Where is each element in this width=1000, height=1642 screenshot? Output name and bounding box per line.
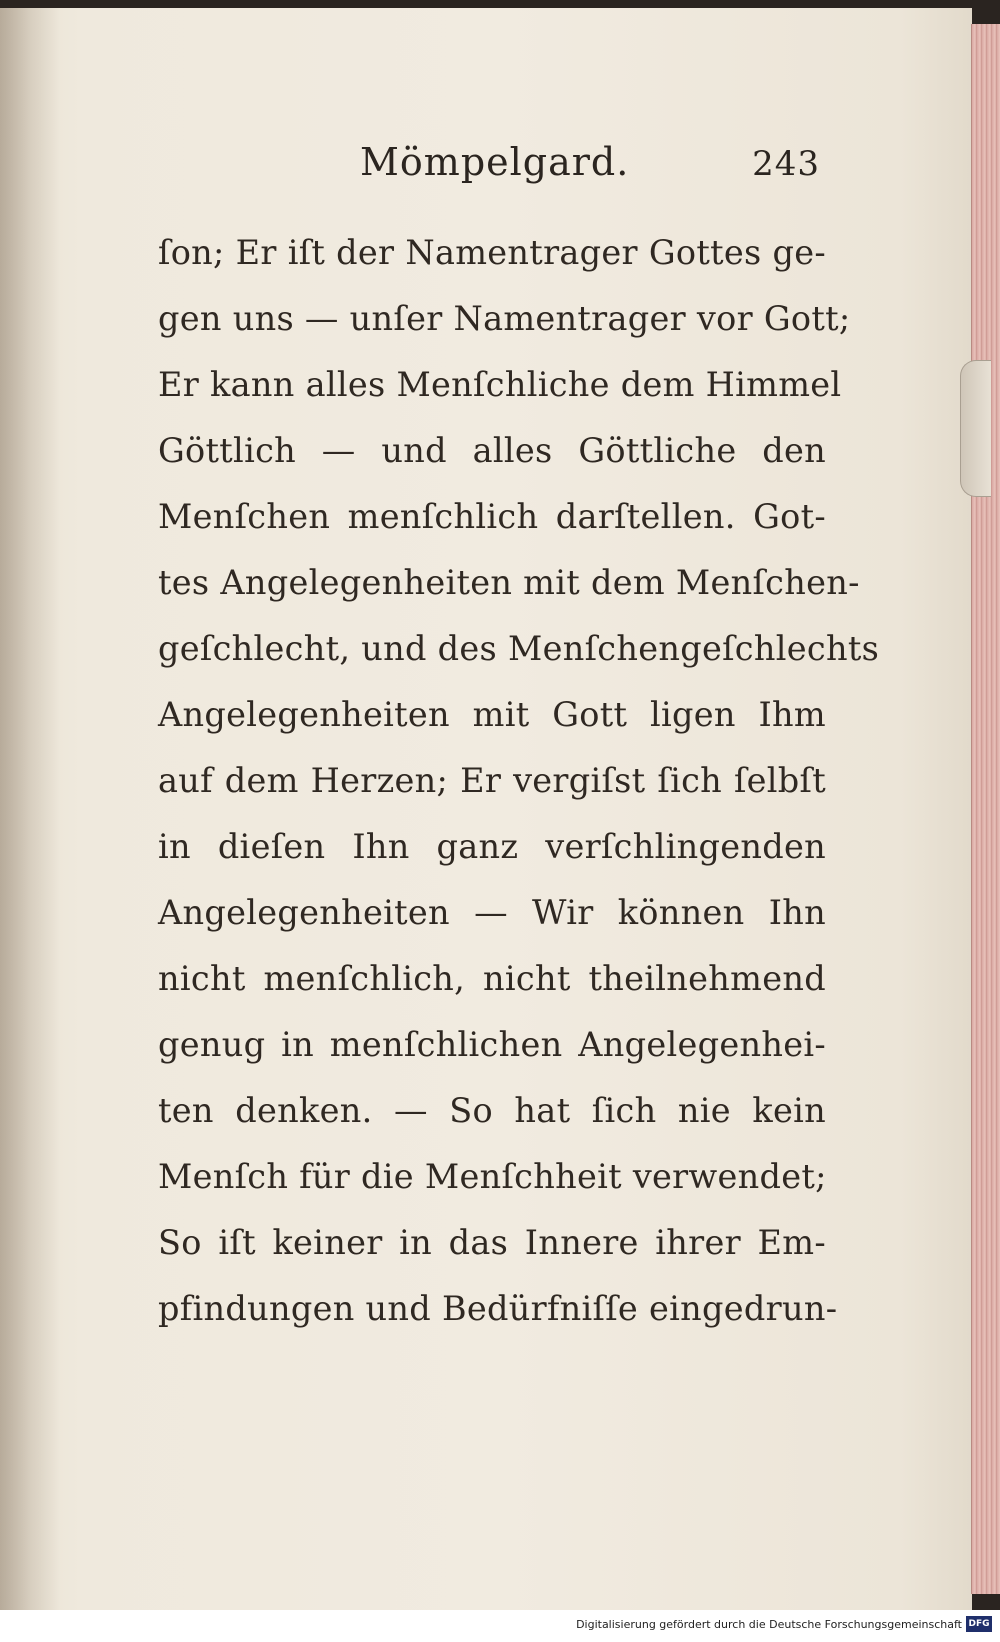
text-line: Menſch für die Menſchheit verwendet; <box>158 1157 827 1196</box>
text-line: gen uns — unſer Namentrager vor Gott; <box>158 299 851 338</box>
text-line: Er kann alles Menſchliche dem Himmel <box>158 365 842 404</box>
page-fore-edge <box>971 24 1000 1594</box>
page-number: 243 <box>752 144 820 184</box>
text-line: Angelegenheiten — Wir können Ihn <box>158 893 826 932</box>
text-line: tes Angelegenheiten mit dem Menſchen- <box>158 563 860 602</box>
text-line: auf dem Herzen; Er vergiſst ſich ſelbſt <box>158 761 826 800</box>
running-title: Mömpelgard. <box>360 140 630 184</box>
text-line: Angelegenheiten mit Gott ligen Ihm <box>158 695 826 734</box>
text-line: nicht menſchlich, nicht theilnehmend <box>158 959 826 998</box>
text-line: genug in menſchlichen Angelegenhei- <box>158 1025 826 1064</box>
page-header <box>160 140 820 196</box>
text-line: So iſt keiner in das Innere ihrer Em- <box>158 1223 826 1262</box>
text-line: ten denken. — So hat ſich nie kein <box>158 1091 826 1130</box>
text-line: pfindungen und Bedürfniſſe eingedrun- <box>158 1289 838 1328</box>
text-line: ſon; Er iſt der Namentrager Gottes ge- <box>158 233 826 272</box>
text-line: Göttlich — und alles Göttliche den <box>158 431 826 470</box>
digitization-credit: Digitalisierung gefördert durch die Deutsche Forschungsgemeinschaft <box>576 1618 962 1631</box>
body-text <box>158 220 880 1342</box>
gutter-shadow <box>0 8 60 1612</box>
text-line: Menſchen menſchlich darſtellen. Got- <box>158 497 826 536</box>
page-tab-marker <box>960 360 991 497</box>
text-line: geſchlecht, und des Menſchengeſchlechts <box>158 629 880 668</box>
text-line: in dieſen Ihn ganz verſchlingenden <box>158 827 826 866</box>
dfg-logo: DFG <box>966 1616 992 1632</box>
